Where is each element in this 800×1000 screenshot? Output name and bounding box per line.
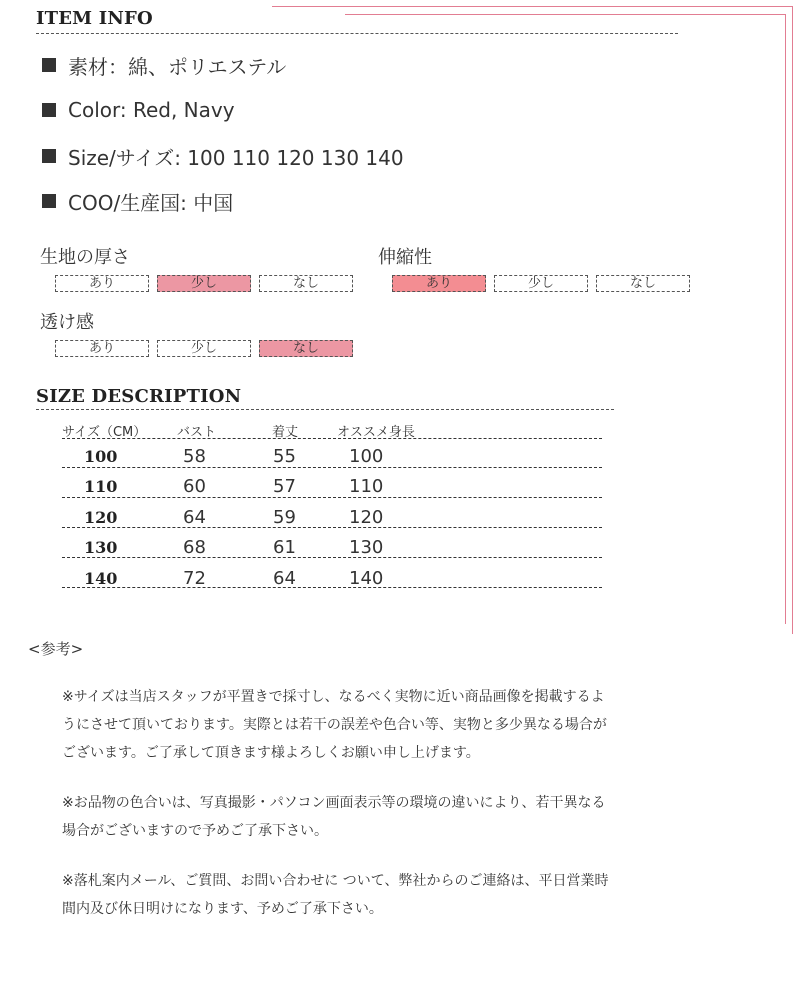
info-row-material (42, 50, 286, 80)
info-row-color (42, 95, 235, 125)
size-description-title: SIZE DESCRIPTION (36, 386, 242, 407)
stretch-label: 伸縮性 (378, 247, 432, 268)
note-line: うにさせて頂いております。実際とは若干の誤差や色合い等、実物と多少異なる場合が (62, 717, 607, 733)
sheer-option-nashi-selected: なし (259, 340, 353, 357)
size-header-bust: バスト (177, 425, 217, 440)
table-cell-height: 130 (349, 537, 384, 558)
stretch-option-ari-selected: あり (392, 275, 486, 292)
table-row-divider (62, 557, 602, 558)
table-cell-size: 130 (84, 538, 118, 557)
table-cell-length: 55 (273, 446, 296, 467)
bullet-square-icon (42, 103, 56, 117)
note-line: ※サイズは当店スタッフが平置きで採寸し、なるべく実物に近い商品画像を掲載するよ (62, 689, 605, 705)
corner-decoration-line (785, 14, 786, 624)
table-cell-bust: 58 (183, 446, 206, 467)
note-line: ※お品物の色合いは、写真撮影・パソコン画面表示等の環境の違いにより、若干異なる (62, 795, 606, 811)
size-description-divider (36, 409, 614, 410)
table-row-divider (62, 438, 602, 439)
thickness-label: 生地の厚さ (40, 247, 130, 268)
table-row-divider (62, 497, 602, 498)
table-cell-size: 140 (84, 569, 118, 588)
notes-heading: <参考> (28, 640, 84, 658)
info-color-text: Color: Red, Navy (68, 98, 235, 122)
table-cell-bust: 64 (183, 507, 206, 528)
note-line: ※落札案内メール、ご質問、お問い合わせに ついて、弊社からのご連絡は、平日営業時 (62, 873, 609, 889)
bullet-square-icon (42, 194, 56, 208)
info-size-text: Size/サイズ: 100 110 120 130 140 (68, 145, 404, 170)
table-cell-length: 59 (273, 507, 296, 528)
table-cell-size: 110 (84, 477, 118, 496)
table-cell-height: 120 (349, 507, 384, 528)
table-cell-bust: 60 (183, 476, 206, 497)
table-cell-size: 120 (84, 508, 118, 527)
table-cell-height: 100 (349, 446, 384, 467)
table-cell-bust: 68 (183, 537, 206, 558)
table-cell-height: 140 (349, 568, 384, 589)
size-header-length: 着丈 (272, 425, 299, 440)
item-info-divider (36, 33, 678, 34)
info-coo-text: COO/生産国: 中国 (68, 190, 234, 215)
corner-decoration-line (345, 14, 785, 15)
table-cell-size: 100 (84, 447, 118, 466)
note-line: 場合がございますので予めご了承下さい。 (62, 823, 328, 839)
table-row-divider (62, 527, 602, 528)
thickness-option-ari: あり (55, 275, 149, 292)
thickness-option-sukoshi-selected: 少し (157, 275, 251, 292)
bullet-square-icon (42, 58, 56, 72)
table-row-divider (62, 587, 602, 588)
table-cell-length: 57 (273, 476, 296, 497)
table-row-divider (62, 467, 602, 468)
size-header-size: サイズ（CM） (62, 425, 147, 440)
sheer-option-sukoshi: 少し (157, 340, 251, 357)
note-line: ございます。ご了承して頂きます様よろしくお願い申し上げます。 (62, 745, 480, 761)
bullet-square-icon (42, 149, 56, 163)
size-header-height: オススメ身長 (337, 425, 415, 440)
info-row-size (42, 141, 404, 171)
note-line: 間内及び休日明けになります、予めご了承下さい。 (62, 901, 383, 917)
table-cell-bust: 72 (183, 568, 206, 589)
table-cell-length: 61 (273, 537, 296, 558)
stretch-option-sukoshi: 少し (494, 275, 588, 292)
table-cell-length: 64 (273, 568, 296, 589)
item-info-title: ITEM INFO (36, 8, 153, 29)
thickness-option-nashi: なし (259, 275, 353, 292)
stretch-option-nashi: なし (596, 275, 690, 292)
sheer-option-ari: あり (55, 340, 149, 357)
info-material-text: 素材：綿、ポリエステル (68, 54, 287, 79)
info-row-coo (42, 186, 233, 216)
corner-decoration-line (792, 6, 793, 634)
sheer-label: 透け感 (40, 312, 94, 333)
corner-decoration-line (272, 6, 792, 7)
table-cell-height: 110 (349, 476, 384, 497)
